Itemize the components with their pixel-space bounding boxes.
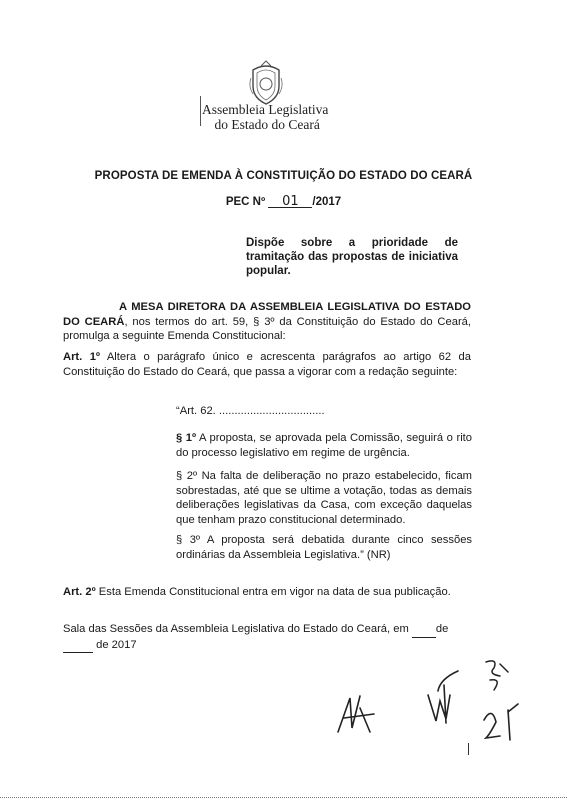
article-1-text: Altera o parágrafo único e acrescenta parágrafos ao artigo 62 da Constituição do Estado do Ceará, que passa a vigorar com a redação seguinte: <box>63 351 472 378</box>
article-1 <box>63 350 471 379</box>
ementa: Dispõe sobre a prioridade de tramitação das propostas de iniciativa popular. <box>246 237 458 277</box>
institution-line-2: do Estado do Ceará <box>214 117 320 132</box>
day-blank <box>412 622 436 638</box>
page-mark <box>468 743 469 755</box>
signature-1 <box>330 688 380 740</box>
paragraph-1-label: § 1º <box>176 432 197 444</box>
paragraph-2-label: § 2º <box>176 470 198 482</box>
pec-number-line <box>0 196 567 208</box>
signature-3 <box>478 656 518 696</box>
paragraph-1-text: A proposta, se aprovada pela Comissão, seguirá o rito do processo legislativo em regime de urgência. <box>176 432 473 459</box>
preamble-text: , nos termos do art. 59, § 3º da Constituição do Estado do Ceará, promulga a seguinte Emenda Constitucional: <box>63 315 471 342</box>
paragraph-3-label: § 3º <box>176 534 201 546</box>
pec-suffix: /2017 <box>312 196 342 208</box>
article-2-text: Esta Emenda Constitucional entra em vigor na data de sua publicação. <box>95 586 451 598</box>
paragraph-2-text: Na falta de deliberação no prazo estabelecido, ficam sobrestadas, até que se ultime a votação, todas as demais deliberações legislativas da Casa, com exceção daquelas que tenham prazo constitucional determinado. <box>176 470 472 526</box>
pec-prefix: PEC Nº <box>225 196 266 208</box>
institution-name <box>202 102 328 132</box>
article-2-label: Art. 2º <box>63 586 96 598</box>
article-2 <box>63 585 471 600</box>
signature-4 <box>478 700 528 746</box>
month-blank <box>63 638 93 654</box>
paragraph-2 <box>176 469 472 527</box>
preamble <box>63 300 471 344</box>
header-mark <box>200 96 201 126</box>
paragraph-1 <box>176 431 472 460</box>
closing-de: de <box>435 623 449 635</box>
closing-text: Sala das Sessões da Assembleia Legislativa do Estado do Ceará, em <box>63 623 412 635</box>
article-1-label: Art. 1º <box>63 351 101 363</box>
quote-head: “Art. 62. .................................. <box>176 405 325 417</box>
state-seal-logo <box>247 60 285 106</box>
signature-2 <box>418 665 470 727</box>
institution-line-1: Assembleia Legislativa <box>202 102 329 117</box>
paragraph-3-text: A proposta será debatida durante cinco sessões ordinárias da Assembleia Legislativa.” (NR) <box>176 534 473 561</box>
bottom-edge-line <box>0 797 567 799</box>
paragraph-3 <box>176 533 472 562</box>
closing-year: de 2017 <box>93 638 137 651</box>
pec-number: 01 <box>268 196 312 208</box>
preamble-bold: A MESA DIRETORA DA ASSEMBLEIA LEGISLATIVA DO ESTADO DO CEARÁ <box>63 301 471 328</box>
closing-line <box>63 622 483 653</box>
document-title: PROPOSTA DE EMENDA À CONSTITUIÇÃO DO ESTADO DO CEARÁ <box>94 170 473 182</box>
